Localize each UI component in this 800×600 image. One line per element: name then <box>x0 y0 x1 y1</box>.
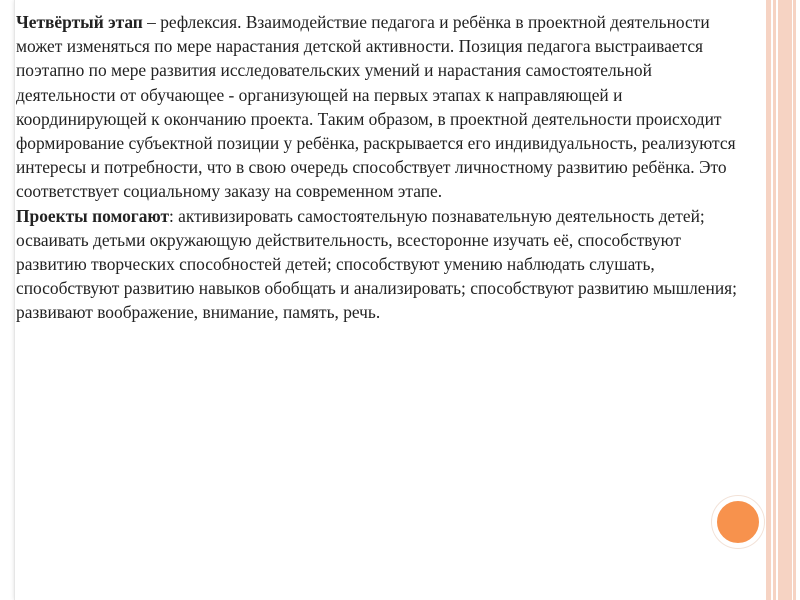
decorative-stripe <box>766 0 771 600</box>
decorative-stripe <box>793 0 796 600</box>
paragraph-lead: Четвёртый этап <box>16 12 143 32</box>
decorative-stripe <box>778 0 792 600</box>
paragraph-reflection <box>16 10 746 204</box>
orange-circle-decoration <box>712 496 764 548</box>
paragraph-lead: Проекты помогают <box>16 205 169 226</box>
paragraph-body: – рефлексия. Взаимодействие педагога и ребёнка в проектной деятельности может изменяться по мере нарастания детской активности. Позиция педагога выстраивается поэтапно по мере развития исследовательских умений и нарастания самостоятельной деятельности от обучающее - организующей на первых этапах к направляющей и координирующей к окончанию проекта. Таким образом, в проектной деятельности происходит формирование субъектной позиции у ребёнка, раскрывается его индивидуальность, реализуются интересы и потребности, что в свою очередь способствует личностному развитию ребёнка. Это соответствует социальному заказу на современном этапе. <box>16 12 736 202</box>
paragraph-body: : активизировать самостоятельную познавательную деятельность детей; осваивать детьми окружающую действительность, всесторонне изучать её, способствуют развитию творческих способностей детей; способствуют умению наблюдать слушать, способствуют развитию навыков обобщать и анализировать; способствуют развитию мышления; развивают воображение, внимание, память, речь. <box>16 205 737 323</box>
paragraph-projects-help <box>16 204 746 325</box>
decorative-stripe <box>773 0 776 600</box>
slide-text <box>16 10 746 325</box>
